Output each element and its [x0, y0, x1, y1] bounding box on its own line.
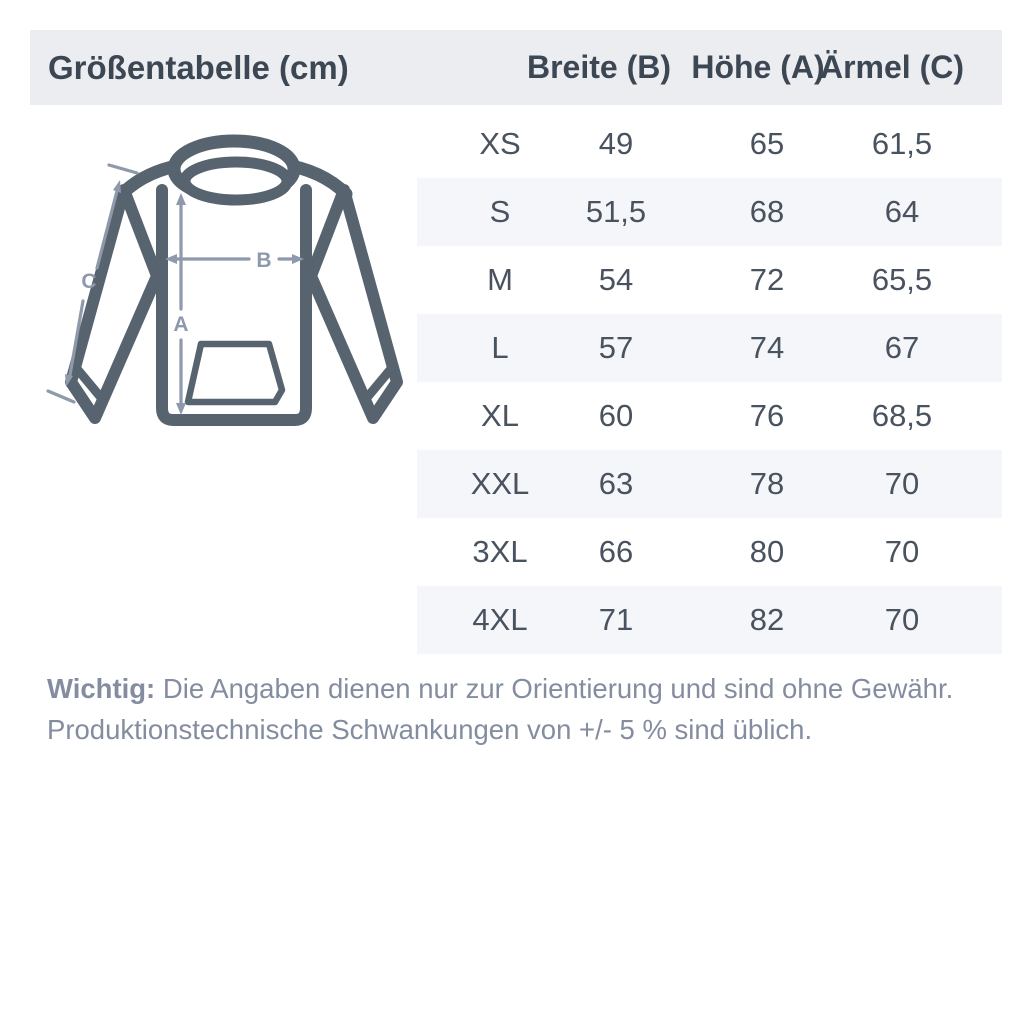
- table-row: [417, 110, 1002, 178]
- size-cell: XS: [479, 126, 521, 161]
- breite-cell: 57: [598, 330, 634, 365]
- size-cell: XXL: [470, 466, 530, 501]
- size-table: [417, 110, 1002, 654]
- aermel-cell: 67: [884, 330, 920, 365]
- table-row: [417, 382, 1002, 450]
- aermel-cell: 65,5: [871, 262, 933, 297]
- size-cell: M: [487, 262, 513, 297]
- disclaimer-line2: Produktionstechnische Schwankungen von +/- 5 % sind üblich.: [47, 714, 813, 745]
- hoehe-cell: 65: [749, 126, 785, 161]
- hoehe-cell: 80: [749, 534, 785, 569]
- table-row: [417, 518, 1002, 586]
- hoodie-pocket: [188, 344, 282, 402]
- breite-cell: 51,5: [585, 194, 647, 229]
- aermel-cell: 64: [884, 194, 920, 229]
- aermel-cell: 61,5: [871, 126, 933, 161]
- hoehe-cell: 68: [749, 194, 785, 229]
- column-header-hoehe: Höhe (A): [691, 49, 825, 85]
- breite-cell: 49: [598, 126, 634, 161]
- table-row: [417, 178, 1002, 246]
- dimension-label-b: B: [256, 249, 272, 272]
- aermel-cell: 70: [884, 534, 920, 569]
- dimension-label-a: A: [173, 313, 189, 336]
- size-cell: S: [489, 194, 511, 229]
- disclaimer-label: Wichtig:: [47, 673, 156, 704]
- column-header-breite: Breite (B): [526, 49, 671, 85]
- hoehe-cell: 72: [749, 262, 785, 297]
- aermel-cell: 70: [884, 602, 920, 637]
- size-cell: L: [491, 330, 509, 365]
- aermel-cell: 70: [884, 466, 920, 501]
- page-title: Größentabelle (cm): [48, 49, 349, 86]
- table-row: [417, 314, 1002, 382]
- hoodie-diagram: [40, 128, 420, 453]
- column-header-aermel: Ärmel (C): [819, 49, 964, 85]
- aermel-cell: 68,5: [871, 398, 933, 433]
- table-row: [417, 586, 1002, 654]
- breite-cell: 71: [598, 602, 634, 637]
- table-header: [30, 30, 1002, 105]
- hood-inner-ring: [185, 162, 287, 200]
- hoehe-cell: 78: [749, 466, 785, 501]
- disclaimer-note: [47, 668, 997, 750]
- breite-cell: 63: [598, 466, 634, 501]
- hoehe-cell: 82: [749, 602, 785, 637]
- hoodie-drawing-svg: [40, 128, 420, 453]
- hoehe-cell: 74: [749, 330, 785, 365]
- size-cell: XL: [481, 398, 519, 433]
- breite-cell: 54: [598, 262, 634, 297]
- breite-cell: 66: [598, 534, 634, 569]
- hoehe-cell: 76: [749, 398, 785, 433]
- dimension-label-c: C: [81, 270, 97, 293]
- size-cell: 4XL: [472, 602, 528, 637]
- breite-cell: 60: [598, 398, 634, 433]
- disclaimer-line1: Die Angaben dienen nur zur Orientierung und sind ohne Gewähr.: [155, 673, 954, 704]
- table-row: [417, 246, 1002, 314]
- size-cell: 3XL: [472, 534, 528, 569]
- table-row: [417, 450, 1002, 518]
